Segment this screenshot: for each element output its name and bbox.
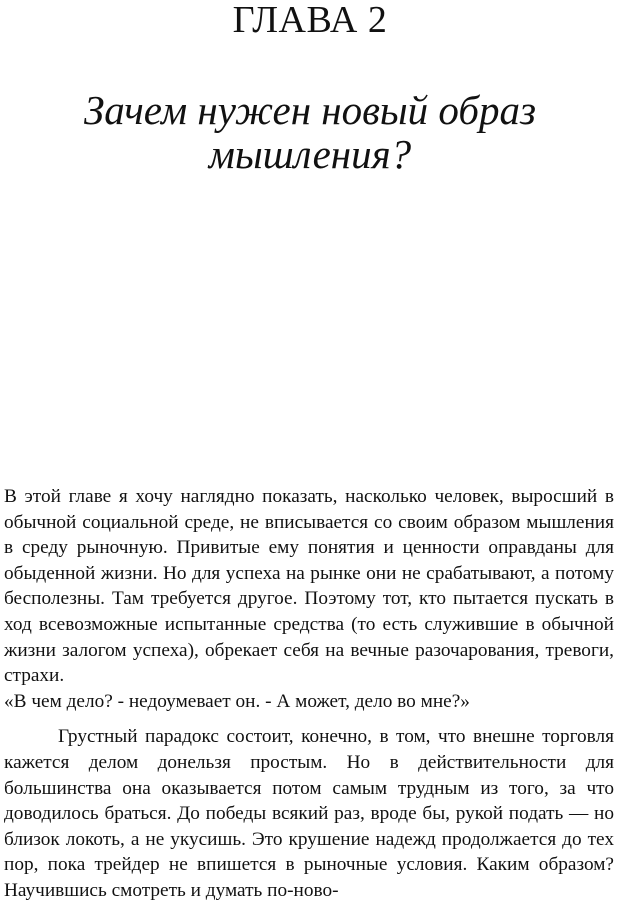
chapter-title-line-1: Зачем нужен новый образ — [83, 87, 537, 133]
paragraph-1: В этой главе я хочу наглядно показать, насколько человек, выросший в обычной социальной среде, не вписывается со своим образом мышления в среду рыночную. Привитые ему понятия и ценности оправданы для обыденной жизни. Но для успеха на рынке они не срабатывают, а потому бесполезны. Там требуется другое. Поэтому тот, кто пытается пускать в ход всевозможные испытанные средства (то есть служившие в обычной жизни залогом успеха), обрекает себя на вечные разочарования, тревоги, страхи. — [4, 486, 614, 687]
chapter-title — [0, 88, 620, 176]
body-text — [4, 484, 614, 904]
paragraph-2: «В чем дело? - недоумевает он. - А может, дело во мне?» — [4, 690, 470, 712]
chapter-title-line-2: мышления? — [208, 131, 412, 177]
chapter-label: ГЛАВА 2 — [232, 0, 388, 41]
paragraph-3: Грустный парадокс состоит, конечно, в том, что внешне торговля кажется делом донельзя простым. Но в действительности для большинства она оказывается потом самым трудным из того, за что доводилось браться. До победы всякий раз, вроде бы, рукой подать — но близок локоть, а не укусишь. Это крушение надежд продолжается до тех пор, пока трейдер не впишется в рыночные условия. Каким образом? Научившись смотреть и думать по-ново- — [4, 726, 614, 901]
